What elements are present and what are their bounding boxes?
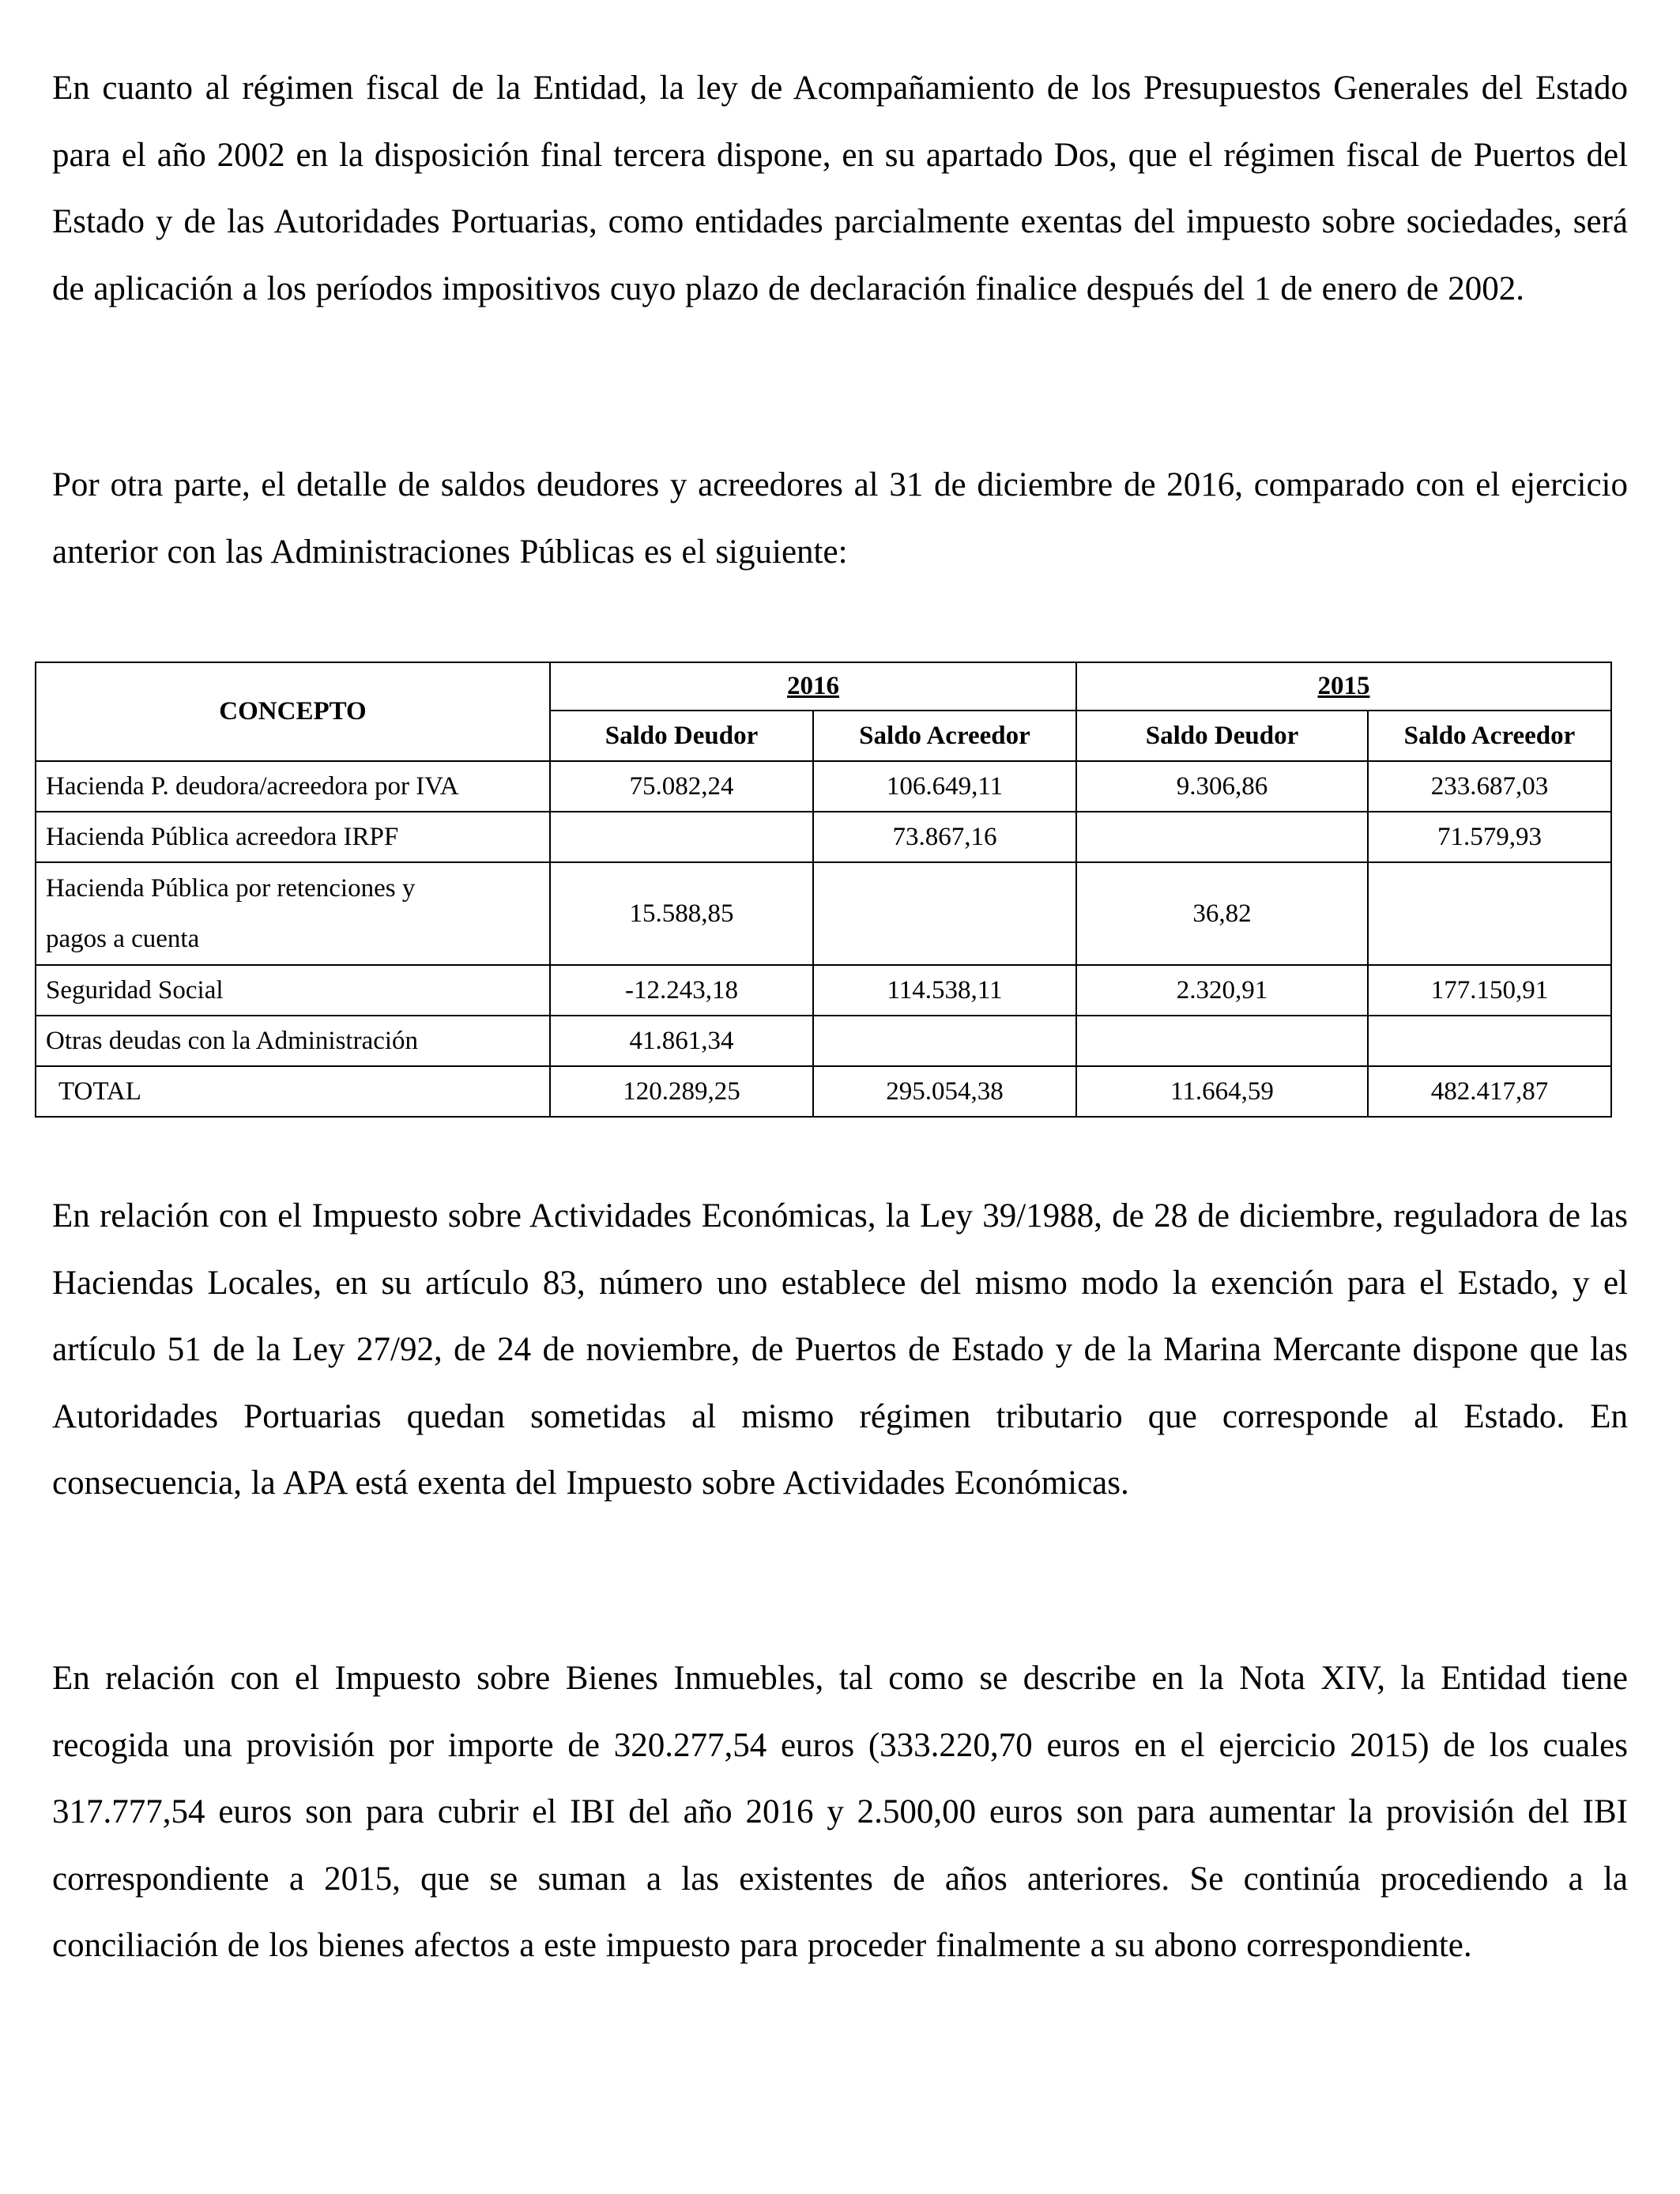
cell-acreedor-2015: 233.687,03 [1368,761,1611,812]
table-row [36,1016,1611,1066]
row-label-line2: pagos a cuenta [46,925,200,953]
cell-acreedor-2016 [813,1016,1076,1066]
header-saldo-acreedor-2015: Saldo Acreedor [1368,711,1611,761]
header-year-2016: 2016 [550,662,1076,711]
total-acreedor-2015: 482.417,87 [1368,1066,1611,1117]
cell-deudor-2016: 75.082,24 [550,761,813,812]
cell-deudor-2016: 15.588,85 [550,862,813,965]
table-row [36,965,1611,1016]
cell-deudor-2015 [1076,1016,1368,1066]
paragraph-detalle-saldos: Por otra parte, el detalle de saldos deudores y acreedores al 31 de diciembre de 2016, comparado con el ejercicio anterior con las Administraciones Públicas es el siguiente: [52,466,1628,571]
cell-acreedor-2015 [1368,1016,1611,1066]
total-label: TOTAL [36,1066,550,1117]
cell-acreedor-2016: 106.649,11 [813,761,1076,812]
cell-acreedor-2015: 71.579,93 [1368,812,1611,862]
cell-deudor-2016: 41.861,34 [550,1016,813,1066]
saldos-table-container [35,662,1610,1118]
table-row [36,761,1611,812]
row-label: Seguridad Social [36,965,550,1016]
paragraph-iae: En relación con el Impuesto sobre Actividades Económicas, la Ley 39/1988, de 28 de diciembre, reguladora de las Haciendas Locales, en su artículo 83, número uno establece del mismo modo la exención para el Estado, y el artículo 51 de la Ley 27/92, de 24 de noviembre, de Puertos de Estado y de la Marina Mercante dispone que las Autoridades Portuarias quedan sometidas al mismo régimen tributario que corresponde al Estado. En consecuencia, la APA está exenta del Impuesto sobre Actividades Económicas. [52,1197,1628,1502]
cell-deudor-2016: -12.243,18 [550,965,813,1016]
header-saldo-acreedor-2016: Saldo Acreedor [813,711,1076,761]
total-acreedor-2016: 295.054,38 [813,1066,1076,1117]
row-label [36,862,550,965]
table-header-row-years [36,662,1611,711]
row-label-line1: Hacienda Pública por retenciones y [46,874,416,903]
paragraph-ibi: En relación con el Impuesto sobre Bienes Inmuebles, tal como se describe en la Nota XIV, la Entidad tiene recogida una provisión por importe de 320.277,54 euros (333.220,70 euros en el ejercicio 2015) de los cuales 317.777,54 euros son para cubrir el IBI del año 2016 y 2.500,00 euros son para aumentar la provisión del IBI correspondiente a 2015, que se suman a las existentes de años anteriores. Se continúa procediendo a la conciliación de los bienes afectos a este impuesto para proceder finalmente a su abono correspondiente. [52,1660,1628,1964]
table-row [36,812,1611,862]
cell-acreedor-2016 [813,862,1076,965]
table-row [36,862,1611,965]
table-total-row [36,1066,1611,1117]
cell-acreedor-2015: 177.150,91 [1368,965,1611,1016]
cell-acreedor-2016: 114.538,11 [813,965,1076,1016]
cell-deudor-2015 [1076,812,1368,862]
saldos-table [35,662,1612,1118]
total-deudor-2015: 11.664,59 [1076,1066,1368,1117]
total-deudor-2016: 120.289,25 [550,1066,813,1117]
header-year-2015: 2015 [1076,662,1611,711]
row-label: Hacienda P. deudora/acreedora por IVA [36,761,550,812]
cell-deudor-2016 [550,812,813,862]
header-concepto: CONCEPTO [36,662,550,761]
header-saldo-deudor-2015: Saldo Deudor [1076,711,1368,761]
cell-deudor-2015: 36,82 [1076,862,1368,965]
row-label: Hacienda Pública acreedora IRPF [36,812,550,862]
cell-acreedor-2015 [1368,862,1611,965]
cell-acreedor-2016: 73.867,16 [813,812,1076,862]
cell-deudor-2015: 9.306,86 [1076,761,1368,812]
cell-deudor-2015: 2.320,91 [1076,965,1368,1016]
header-saldo-deudor-2016: Saldo Deudor [550,711,813,761]
row-label: Otras deudas con la Administración [36,1016,550,1066]
paragraph-regimen-fiscal: En cuanto al régimen fiscal de la Entidad, la ley de Acompañamiento de los Presupuestos Generales del Estado para el año 2002 en la disposición final tercera dispone, en su apartado Dos, que el régimen fiscal de Puertos del Estado y de las Autoridades Portuarias, como entidades parcialmente exentas del impuesto sobre sociedades, será de aplicación a los períodos impositivos cuyo plazo de declaración finalice después del 1 de enero de 2002. [52,70,1628,307]
